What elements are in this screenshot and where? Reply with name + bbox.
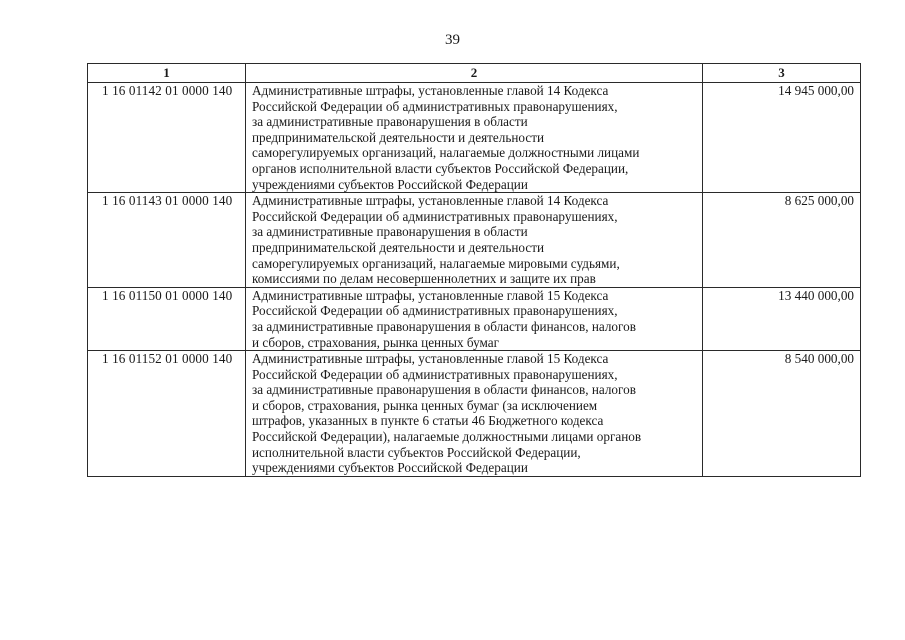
description-line: предпринимательской деятельности и деятельности: [252, 239, 545, 255]
description-line: за административные правонарушения в области финансов, налогов: [252, 318, 636, 334]
description-line: саморегулируемых организаций, налагаемые мировыми судьями,: [252, 255, 620, 271]
description-line: Российской Федерации об административных правонарушениях,: [252, 98, 618, 114]
description-line: исполнительной власти субъектов Российской Федерации,: [252, 444, 581, 460]
description-line: за административные правонарушения в области: [252, 224, 528, 240]
row-code: 1 16 01150 01 0000 140: [88, 287, 246, 350]
header-col-1: 1: [88, 64, 246, 83]
description-line: учреждениями субъектов Российской Федерации: [252, 176, 528, 192]
description-line: комиссиями по делам несовершеннолетних и защите их прав: [252, 271, 596, 287]
table-row: [88, 83, 861, 193]
row-description: [246, 193, 703, 288]
description-line: и сборов, страхования, рынка ценных бумаг (за исключением: [252, 397, 598, 413]
table-row: [88, 351, 861, 477]
description-line: органов исполнительной власти субъектов Российской Федерации,: [252, 160, 629, 176]
description-line: предпринимательской деятельности и деятельности: [252, 129, 545, 145]
description-line: и сборов, страхования, рынка ценных бумаг: [252, 334, 500, 350]
header-col-2: 2: [246, 64, 703, 83]
row-description: [246, 351, 703, 477]
row-description: [246, 287, 703, 350]
description-line: Административные штрафы, установленные главой 14 Кодекса: [252, 193, 609, 209]
row-code: 1 16 01142 01 0000 140: [88, 83, 246, 193]
header-row: [88, 64, 861, 83]
description-line: Административные штрафы, установленные главой 14 Кодекса: [252, 83, 609, 98]
budget-table: [87, 63, 861, 477]
description-line: учреждениями субъектов Российской Федерации: [252, 460, 528, 476]
row-code: 1 16 01143 01 0000 140: [88, 193, 246, 288]
description-line: за административные правонарушения в области финансов, налогов: [252, 382, 636, 398]
description-line: штрафов, указанных в пункте 6 статьи 46 Бюджетного кодекса: [252, 413, 604, 429]
row-description: [246, 83, 703, 193]
row-amount: 8 625 000,00: [703, 193, 861, 288]
table-row: [88, 193, 861, 288]
row-amount: 13 440 000,00: [703, 287, 861, 350]
description-line: Российской Федерации), налагаемые должностными лицами органов: [252, 429, 642, 445]
description-line: Административные штрафы, установленные главой 15 Кодекса: [252, 351, 609, 367]
page-number: 39: [445, 32, 460, 48]
description-line: саморегулируемых организаций, налагаемые должностными лицами: [252, 145, 640, 161]
description-line: Российской Федерации об административных правонарушениях,: [252, 303, 618, 319]
table-row: [88, 287, 861, 350]
row-amount: 14 945 000,00: [703, 83, 861, 193]
description-line: Российской Федерации об административных правонарушениях,: [252, 208, 618, 224]
row-code: 1 16 01152 01 0000 140: [88, 351, 246, 477]
description-line: за административные правонарушения в области: [252, 114, 528, 130]
row-amount: 8 540 000,00: [703, 351, 861, 477]
description-line: Российской Федерации об административных правонарушениях,: [252, 366, 618, 382]
table-header: [88, 64, 861, 83]
table-body: [88, 83, 861, 477]
header-col-3: 3: [703, 64, 861, 83]
description-line: Административные штрафы, установленные главой 15 Кодекса: [252, 287, 609, 303]
